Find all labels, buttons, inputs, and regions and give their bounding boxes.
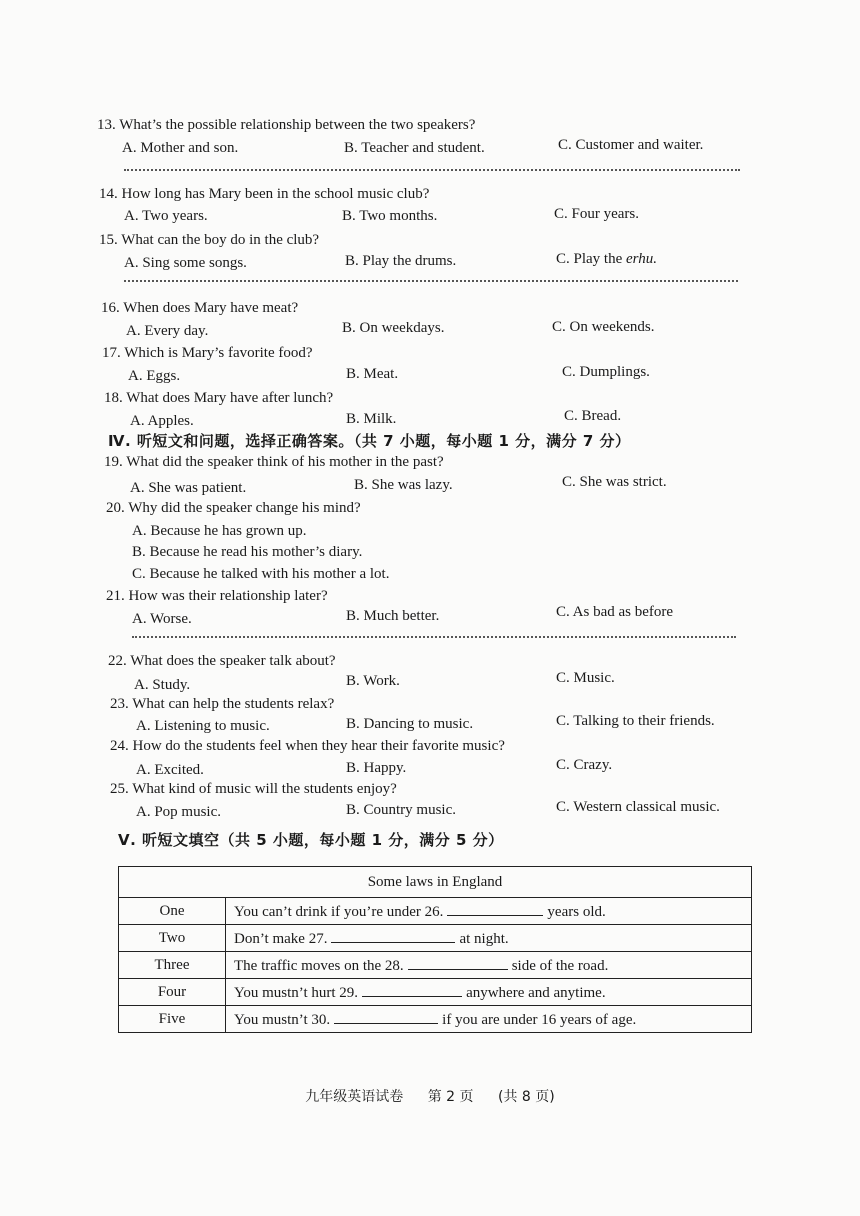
q14-option-c: C. Four years. bbox=[554, 206, 639, 222]
sentence-start: You can’t drink if you’re under 26. bbox=[234, 904, 444, 920]
sentence-end: at night. bbox=[459, 931, 509, 947]
dotted-divider bbox=[124, 169, 740, 171]
question-19: 19. What did the speaker think of his mother in the past? bbox=[104, 454, 444, 470]
table-row bbox=[119, 952, 752, 979]
question-23: 23. What can help the students relax? bbox=[110, 696, 335, 712]
q13-option-c: C. Customer and waiter. bbox=[558, 137, 704, 153]
row-sentence bbox=[226, 898, 752, 925]
row-sentence bbox=[226, 1006, 752, 1033]
q18-option-c: C. Bread. bbox=[564, 408, 622, 424]
q13-option-a: A. Mother and son. bbox=[122, 140, 239, 156]
answer-blank-26[interactable] bbox=[447, 901, 543, 916]
table-row bbox=[119, 1006, 752, 1033]
question-18: 18. What does Mary have after lunch? bbox=[104, 390, 334, 406]
question-17: 17. Which is Mary’s favorite food? bbox=[102, 345, 313, 361]
page-total: (共 8 页) bbox=[497, 1089, 555, 1105]
question-15: 15. What can the boy do in the club? bbox=[99, 232, 320, 248]
sentence-start: The traffic moves on the 28. bbox=[234, 958, 404, 974]
row-sentence bbox=[226, 952, 752, 979]
q18-option-a: A. Apples. bbox=[130, 413, 194, 429]
q14-option-a: A. Two years. bbox=[124, 208, 208, 224]
q15-option-c: C. Play the erhu. bbox=[556, 251, 657, 267]
question-25: 25. What kind of music will the students enjoy? bbox=[110, 781, 397, 797]
row-number: One bbox=[119, 898, 226, 925]
question-14: 14. How long has Mary been in the school music club? bbox=[99, 186, 430, 202]
q19-option-b: B. She was lazy. bbox=[354, 477, 453, 493]
question-13: 13. What’s the possible relationship between the two speakers? bbox=[97, 117, 476, 133]
q20-option-c: C. Because he talked with his mother a lot. bbox=[132, 566, 390, 582]
question-21: 21. How was their relationship later? bbox=[106, 588, 328, 604]
exam-title: 九年级英语试卷 bbox=[305, 1089, 404, 1105]
answer-blank-28[interactable] bbox=[408, 955, 508, 970]
q24-option-b: B. Happy. bbox=[346, 760, 407, 776]
q17-option-c: C. Dumplings. bbox=[562, 364, 650, 380]
table-title: Some laws in England bbox=[119, 867, 752, 898]
row-number: Five bbox=[119, 1006, 226, 1033]
q16-option-c: C. On weekends. bbox=[552, 319, 655, 335]
q25-option-c: C. Western classical music. bbox=[556, 799, 720, 815]
q21-option-b: B. Much better. bbox=[346, 608, 440, 624]
sentence-end: if you are under 16 years of age. bbox=[442, 1012, 637, 1028]
laws-table bbox=[118, 866, 752, 1033]
q22-option-a: A. Study. bbox=[134, 677, 191, 693]
q16-option-a: A. Every day. bbox=[126, 323, 209, 339]
section-4-heading: Ⅳ. 听短文和问题，选择正确答案。（共 7 小题，每小题 1 分，满分 7 分） bbox=[108, 432, 631, 450]
row-sentence bbox=[226, 979, 752, 1006]
sentence-start: You mustn’t 30. bbox=[234, 1012, 331, 1028]
q15-option-a: A. Sing some songs. bbox=[124, 255, 247, 271]
sentence-end: side of the road. bbox=[511, 958, 609, 974]
question-24: 24. How do the students feel when they hear their favorite music? bbox=[110, 738, 505, 754]
table-row bbox=[119, 925, 752, 952]
q18-option-b: B. Milk. bbox=[346, 411, 397, 427]
q15-option-b: B. Play the drums. bbox=[345, 253, 457, 269]
q13-option-b: B. Teacher and student. bbox=[344, 140, 485, 156]
page-footer bbox=[0, 1086, 860, 1106]
q14-option-b: B. Two months. bbox=[342, 208, 438, 224]
q25-option-a: A. Pop music. bbox=[136, 804, 222, 820]
row-number: Three bbox=[119, 952, 226, 979]
q21-option-a: A. Worse. bbox=[132, 611, 192, 627]
section-5-heading: Ⅴ. 听短文填空（共 5 小题，每小题 1 分，满分 5 分） bbox=[118, 831, 504, 849]
q23-option-b: B. Dancing to music. bbox=[346, 716, 474, 732]
question-20: 20. Why did the speaker change his mind? bbox=[106, 500, 361, 516]
q20-option-a: A. Because he has grown up. bbox=[132, 523, 307, 539]
q17-option-a: A. Eggs. bbox=[128, 368, 181, 384]
dotted-divider bbox=[124, 280, 738, 282]
answer-blank-27[interactable] bbox=[331, 928, 455, 943]
table-row bbox=[119, 979, 752, 1006]
q22-option-c: C. Music. bbox=[556, 670, 615, 686]
q23-option-c: C. Talking to their friends. bbox=[556, 713, 715, 729]
q16-option-b: B. On weekdays. bbox=[342, 320, 445, 336]
q25-option-b: B. Country music. bbox=[346, 802, 457, 818]
q22-option-b: B. Work. bbox=[346, 673, 400, 689]
sentence-end: anywhere and anytime. bbox=[466, 985, 606, 1001]
sentence-start: You mustn’t hurt 29. bbox=[234, 985, 359, 1001]
question-16: 16. When does Mary have meat? bbox=[101, 300, 299, 316]
row-number: Four bbox=[119, 979, 226, 1006]
sentence-end: years old. bbox=[547, 904, 606, 920]
q23-option-a: A. Listening to music. bbox=[136, 718, 270, 734]
table-header-row bbox=[119, 867, 752, 898]
q24-option-c: C. Crazy. bbox=[556, 757, 613, 773]
dotted-divider bbox=[132, 636, 736, 638]
erhu-word: erhu. bbox=[626, 251, 657, 267]
q19-option-a: A. She was patient. bbox=[130, 480, 247, 496]
q21-option-c: C. As bad as before bbox=[556, 604, 674, 620]
sentence-start: Don’t make 27. bbox=[234, 931, 328, 947]
q24-option-a: A. Excited. bbox=[136, 762, 204, 778]
row-sentence bbox=[226, 925, 752, 952]
q20-option-b: B. Because he read his mother’s diary. bbox=[132, 544, 363, 560]
answer-blank-30[interactable] bbox=[334, 1009, 438, 1024]
q17-option-b: B. Meat. bbox=[346, 366, 399, 382]
answer-blank-29[interactable] bbox=[362, 982, 462, 997]
row-number: Two bbox=[119, 925, 226, 952]
question-22: 22. What does the speaker talk about? bbox=[108, 653, 336, 669]
page-number: 第 2 页 bbox=[427, 1089, 474, 1105]
table-row bbox=[119, 898, 752, 925]
q19-option-c: C. She was strict. bbox=[562, 474, 667, 490]
